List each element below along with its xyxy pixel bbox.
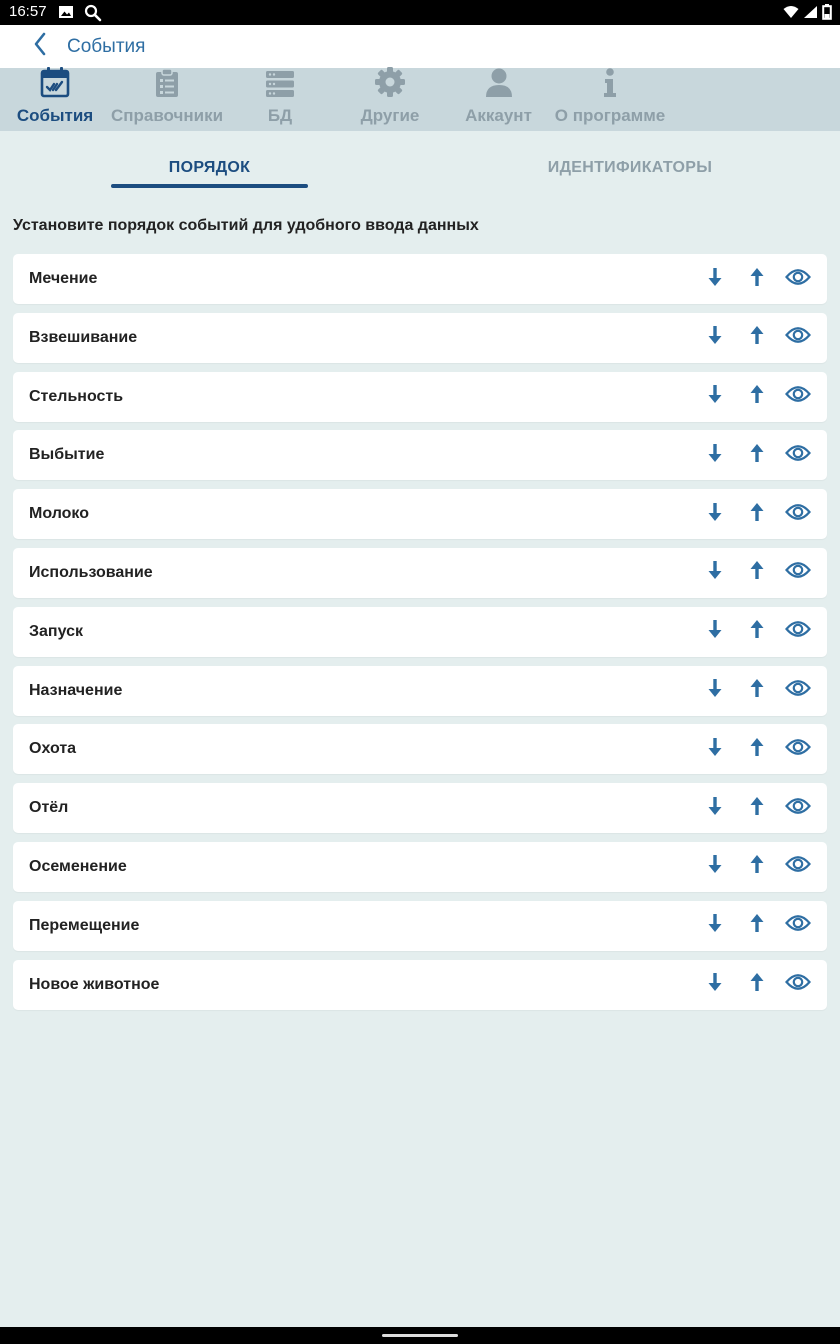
nav-label: О программе [554,106,666,125]
tab-identifiers[interactable]: ИДЕНТИФИКАТОРЫ [547,159,713,176]
wifi-icon [783,5,799,24]
list-item [13,724,827,774]
arrow-down-icon [707,502,723,527]
move-down-button[interactable] [703,502,727,527]
arrow-down-icon [707,972,723,997]
visibility-toggle[interactable] [785,914,811,937]
arrow-up-icon [749,854,765,879]
nav-item-events[interactable] [16,68,94,131]
nav-label: БД [267,106,293,125]
move-down-button[interactable] [703,384,727,409]
signal-icon [803,5,818,24]
move-down-button[interactable] [703,267,727,292]
event-name: Использование [29,563,153,581]
move-down-button[interactable] [703,678,727,703]
eye-icon [785,679,811,702]
eye-icon [785,444,811,467]
list-item [13,666,827,716]
eye-icon [785,855,811,878]
arrow-up-icon [749,560,765,585]
eye-icon [785,738,811,761]
move-up-button[interactable] [745,384,769,409]
user-icon [485,68,513,103]
move-up-button[interactable] [745,854,769,879]
tab-indicator [111,184,308,188]
eye-icon [785,385,811,408]
move-down-button[interactable] [703,325,727,350]
event-list [13,254,827,1018]
list-item [13,313,827,363]
move-up-button[interactable] [745,796,769,821]
nav-item-database[interactable] [262,68,298,131]
event-name: Стельность [29,387,124,405]
move-up-button[interactable] [745,443,769,468]
eye-icon [785,973,811,996]
move-up-button[interactable] [745,737,769,762]
list-item [13,489,827,539]
visibility-toggle[interactable] [785,797,811,820]
arrow-up-icon [749,678,765,703]
visibility-toggle[interactable] [785,855,811,878]
chevron-left-icon [33,32,47,61]
move-up-button[interactable] [745,560,769,585]
eye-icon [785,503,811,526]
move-down-button[interactable] [703,560,727,585]
move-up-button[interactable] [745,502,769,527]
visibility-toggle[interactable] [785,385,811,408]
nav-label: Справочники [110,106,224,125]
event-name: Мечение [29,270,98,287]
info-icon [603,68,617,103]
hint-text: Установите порядок событий для удобного ввода данных [13,217,479,234]
visibility-toggle[interactable] [785,268,811,291]
event-name: Взвешивание [29,328,138,346]
database-icon [265,70,295,103]
arrow-up-icon [749,325,765,350]
event-name: Запуск [29,622,83,640]
clipboard-list-icon [155,68,179,103]
eye-icon [785,268,811,291]
status-time: 16:57 [9,3,47,20]
event-name: Молоко [29,505,89,523]
visibility-toggle[interactable] [785,679,811,702]
visibility-toggle[interactable] [785,738,811,761]
arrow-up-icon [749,737,765,762]
eye-icon [785,914,811,937]
list-item [13,842,827,892]
event-name: Новое животное [29,975,160,993]
visibility-toggle[interactable] [785,561,811,584]
arrow-down-icon [707,384,723,409]
visibility-toggle[interactable] [785,620,811,643]
gear-icon [374,66,406,103]
arrow-down-icon [707,854,723,879]
eye-icon [785,326,811,349]
event-name: Перемещение [29,916,140,934]
arrow-down-icon [707,560,723,585]
tab-bar [0,131,840,191]
move-down-button[interactable] [703,972,727,997]
list-item [13,960,827,1010]
list-item [13,430,827,480]
visibility-toggle[interactable] [785,973,811,996]
app-bar [0,25,840,68]
list-item [13,607,827,657]
arrow-down-icon [707,678,723,703]
nav-label: События [16,106,94,125]
visibility-toggle[interactable] [785,503,811,526]
nav-label: Другие [360,106,420,125]
move-up-button[interactable] [745,913,769,938]
home-indicator[interactable] [382,1334,458,1337]
arrow-up-icon [749,796,765,821]
tab-order[interactable]: ПОРЯДОК [168,159,251,176]
move-up-button[interactable] [745,267,769,292]
event-name: Отёл [29,799,69,817]
arrow-down-icon [707,913,723,938]
list-item [13,372,827,422]
move-down-button[interactable] [703,796,727,821]
page-title: События [67,36,146,57]
system-nav-bar [0,1327,840,1344]
move-up-button[interactable] [745,678,769,703]
move-down-button[interactable] [703,619,727,644]
nav-item-account[interactable] [465,68,532,131]
move-down-button[interactable] [703,443,727,468]
arrow-up-icon [749,267,765,292]
move-down-button[interactable] [703,854,727,879]
event-name: Назначение [29,681,123,699]
move-down-button[interactable] [703,913,727,938]
status-bar [0,0,840,25]
arrow-down-icon [707,267,723,292]
arrow-up-icon [749,502,765,527]
eye-icon [785,797,811,820]
arrow-up-icon [749,913,765,938]
event-name: Осеменение [29,857,127,875]
search-icon [84,4,102,27]
arrow-up-icon [749,384,765,409]
arrow-down-icon [707,737,723,762]
arrow-down-icon [707,796,723,821]
event-name: Выбытие [29,446,105,464]
nav-label: Аккаунт [465,106,532,125]
move-up-button[interactable] [745,325,769,350]
top-nav [0,68,840,131]
calendar-check-icon [40,66,70,103]
list-item [13,783,827,833]
battery-icon [822,4,832,25]
list-item [13,254,827,304]
move-up-button[interactable] [745,972,769,997]
nav-item-other[interactable] [360,68,420,131]
nav-item-about[interactable] [554,68,666,131]
arrow-up-icon [749,619,765,644]
move-up-button[interactable] [745,619,769,644]
visibility-toggle[interactable] [785,326,811,349]
nav-item-directories[interactable] [110,68,224,131]
back-button[interactable] [26,31,54,61]
image-icon [58,4,74,27]
arrow-down-icon [707,325,723,350]
eye-icon [785,561,811,584]
arrow-down-icon [707,619,723,644]
visibility-toggle[interactable] [785,444,811,467]
move-down-button[interactable] [703,737,727,762]
arrow-up-icon [749,443,765,468]
arrow-down-icon [707,443,723,468]
eye-icon [785,620,811,643]
arrow-up-icon [749,972,765,997]
list-item [13,548,827,598]
list-item [13,901,827,951]
event-name: Охота [29,740,77,758]
